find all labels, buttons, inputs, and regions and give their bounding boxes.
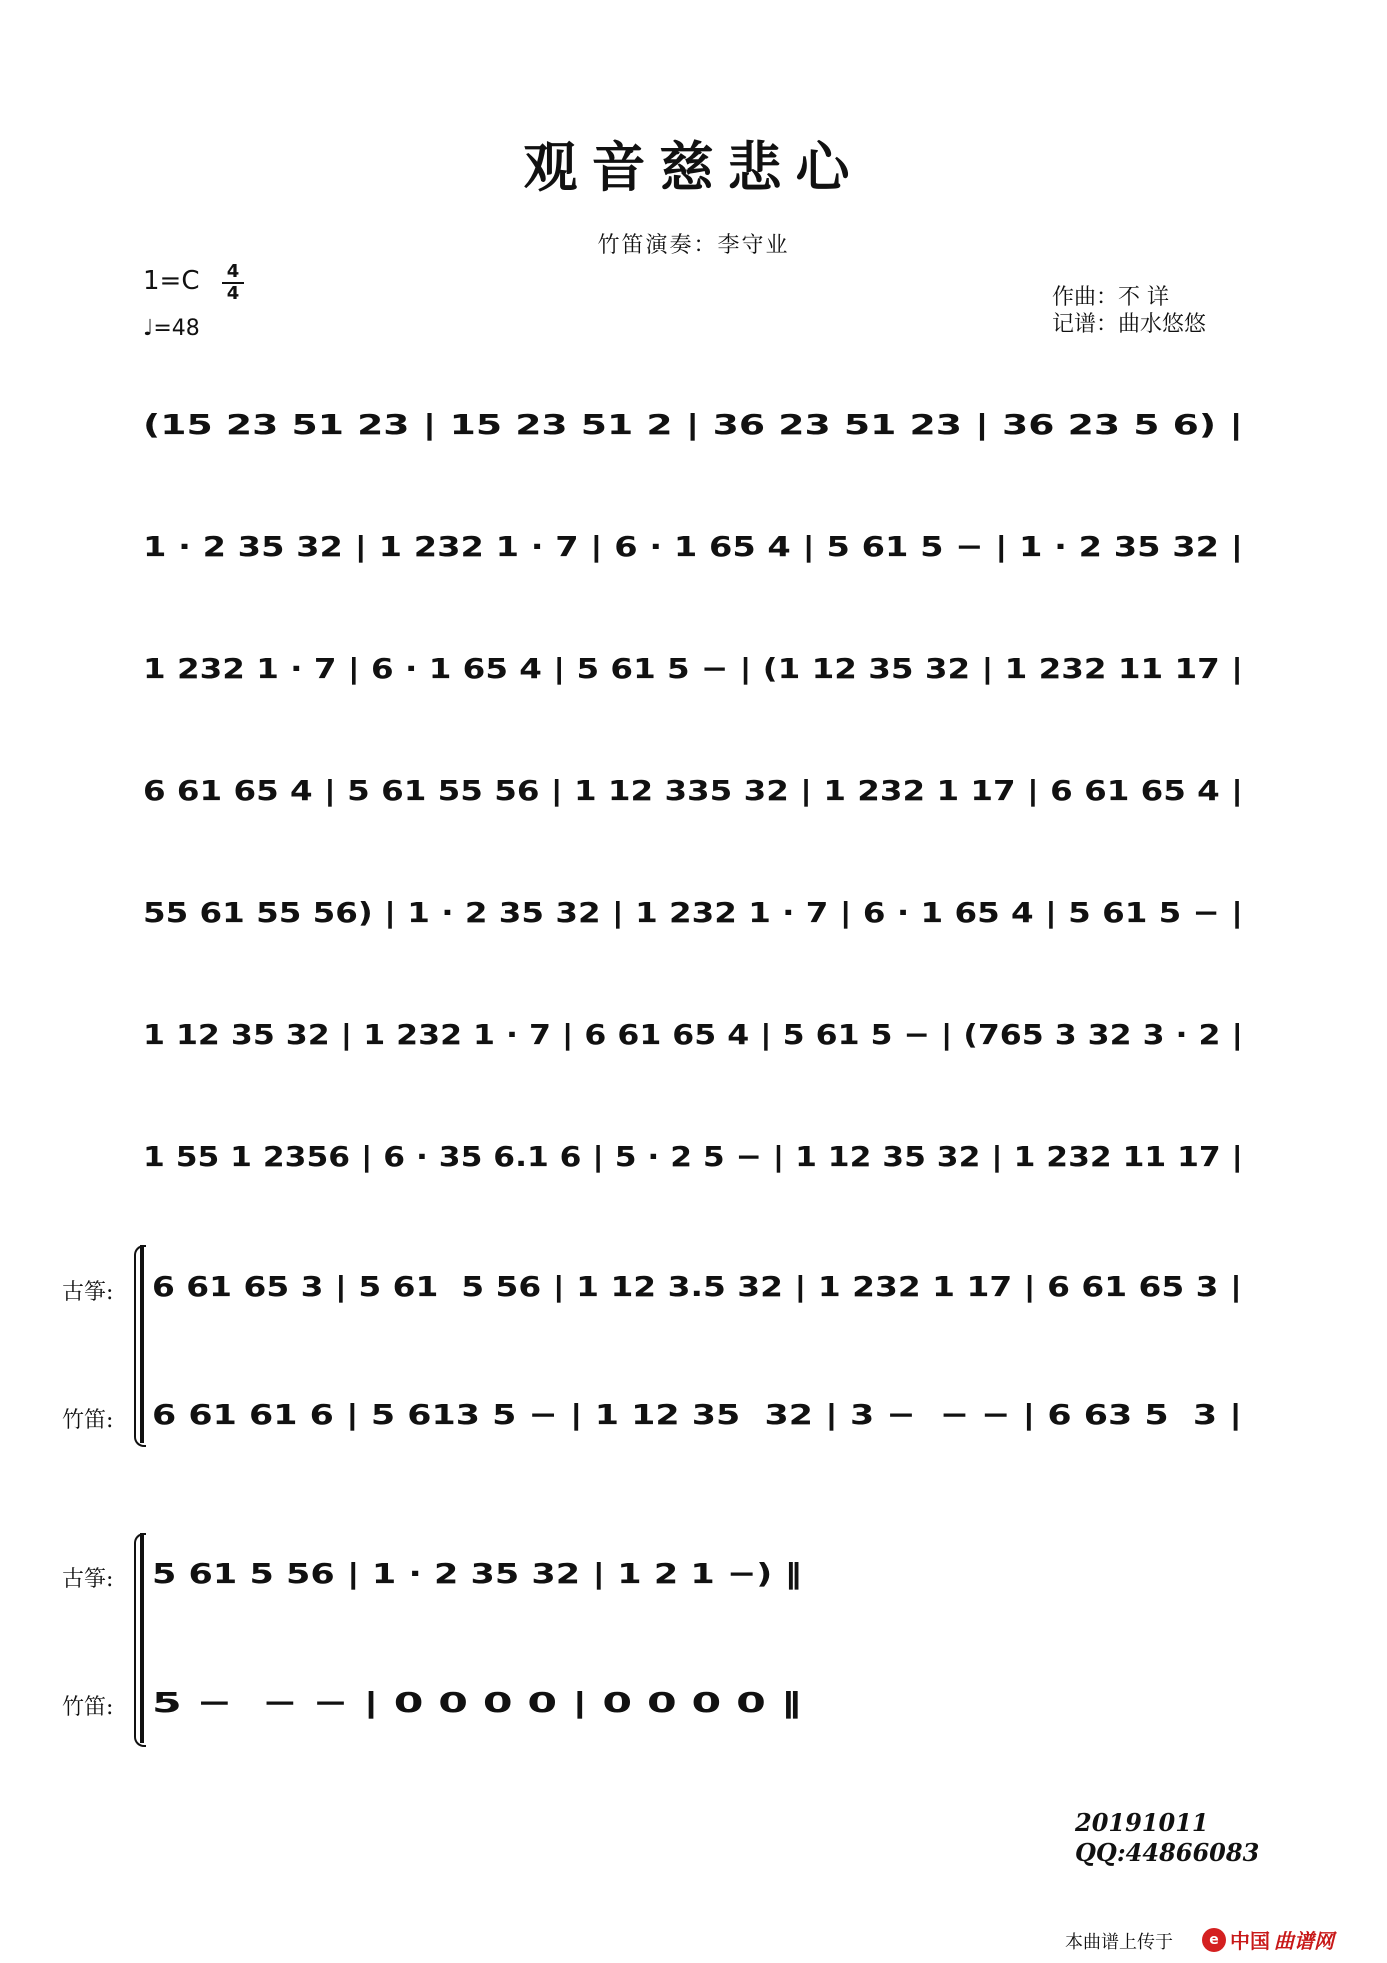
dizi-row (152, 1384, 1252, 1444)
notation-row-text: 1 55 1 2356 | 6 · 35 6.1 6 | 5 · 2 5 − | 1 12 35 32 | 1 232 11 17 | (143, 1140, 1243, 1173)
dizi-row-text: 5 − − − | 0 0 0 0 | 0 0 0 0 ‖ (152, 1686, 802, 1719)
guzheng-row-text: 6 61 65 3 | 5 61 5 56 | 1 12 3.5 32 | 1 232 1 17 | 6 61 65 3 | (152, 1270, 1242, 1303)
notation-row-text: 1 · 2 35 32 | 1 232 1 · 7 | 6 · 1 65 4 | 5 61 5 − | 1 · 2 35 32 | (143, 530, 1243, 563)
system-bracket (140, 1533, 144, 1743)
date-block (1075, 1808, 1259, 1868)
notation-row (143, 394, 1253, 454)
time-signature (222, 262, 244, 304)
performer-line: 竹笛演奏：李守业 (597, 233, 790, 258)
qq-text: QQ:44866083 (1075, 1838, 1260, 1867)
guzheng-row (152, 1256, 1252, 1316)
credits (1052, 284, 1206, 338)
notation-row-text: 55 61 55 56) | 1 · 2 35 32 | 1 232 1 · 7 | 6 · 1 65 4 | 5 61 5 − | (143, 896, 1243, 929)
date-text: 20191011 (1075, 1808, 1209, 1837)
dizi-label: 竹笛: (62, 1408, 114, 1433)
logo-mark-icon: e (1202, 1928, 1226, 1952)
notation-row (143, 760, 1253, 820)
composer-line: 作曲：不 详 (1052, 285, 1169, 310)
transcriber-line: 记谱：曲水悠悠 (1052, 312, 1207, 337)
notation-row (143, 1126, 1253, 1186)
notation-row (143, 882, 1253, 942)
dizi-row (152, 1672, 812, 1732)
notation-row (143, 516, 1253, 576)
footer-text: 本曲谱上传于 (1065, 1932, 1173, 1953)
tempo-marking: ♩=48 (143, 316, 200, 341)
notation-row-text: 1 12 35 32 | 1 232 1 · 7 | 6 61 65 4 | 5 61 5 − | (765 3 32 3 · 2 | (143, 1018, 1243, 1051)
system-bracket (140, 1245, 144, 1443)
guzheng-row (152, 1543, 812, 1603)
guzheng-label: 古筝: (62, 1280, 114, 1305)
key-signature: 1=C (143, 266, 200, 296)
notation-row-text: 1 232 1 · 7 | 6 · 1 65 4 | 5 61 5 − | (1 12 35 32 | 1 232 11 17 | (143, 652, 1243, 685)
site-logo[interactable] (1202, 1925, 1334, 1954)
guzheng-label: 古筝: (62, 1567, 114, 1592)
dizi-label: 竹笛: (62, 1695, 114, 1720)
guzheng-row-text: 5 61 5 56 | 1 · 2 35 32 | 1 2 1 −) ‖ (152, 1557, 802, 1590)
dizi-row-text: 6 61 61 6 | 5 613 5 − | 1 12 35 32 | 3 − − − | 6 63 5 3 | (152, 1398, 1242, 1431)
notation-row-text: 6 61 65 4 | 5 61 55 56 | 1 12 335 32 | 1 232 1 17 | 6 61 65 4 | (143, 774, 1243, 807)
logo-text-secondary: 曲谱网 (1274, 1929, 1334, 1953)
notation-row (143, 1004, 1253, 1064)
time-signature-top: 4 (226, 261, 240, 282)
notation-row-text: (15 23 51 23 | 15 23 51 2 | 36 23 51 23 | 36 23 5 6) | (143, 408, 1243, 441)
logo-text: 中国 (1230, 1929, 1270, 1953)
score-title: 观音慈悲心 (523, 135, 864, 199)
notation-row (143, 638, 1253, 698)
time-signature-bottom: 4 (222, 282, 244, 304)
